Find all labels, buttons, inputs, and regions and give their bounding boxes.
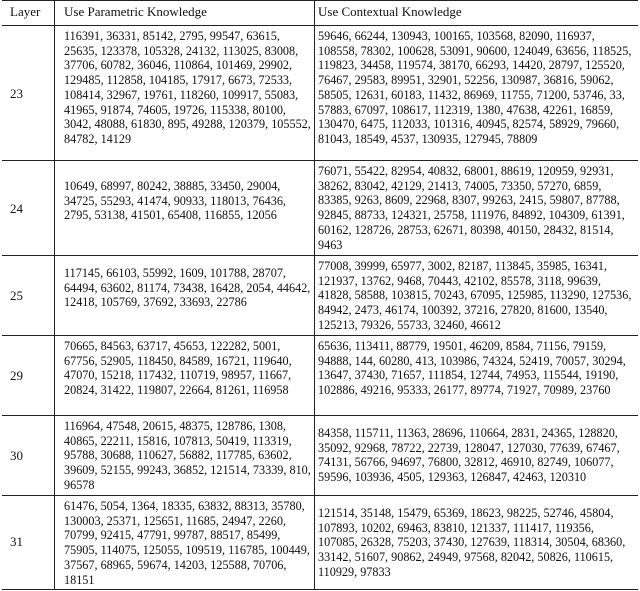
- contextual-neurons: 77008, 39999, 65977, 3002, 82187, 113845, 35985, 16341, 121937, 13762, 9468, 70443, 42102, 85578, 3118, 99639, 41828, 58588, 103815, 70243, 67095, 125985, 113290, 127536, 84942, 2473, 46174, 100392, 37216, 27820, 81600, 13540, 125213, 79326, 55733, 32460, 46612: [318, 259, 632, 332]
- parametric-neurons: 116964, 47548, 20615, 48375, 128786, 1308, 40865, 22211, 15816, 107813, 50419, 113319, 95788, 30688, 110627, 56882, 117785, 63602, 39609, 52155, 99243, 36852, 121514, 73339, 810, 96578: [64, 419, 311, 492]
- contextual-neurons: 65636, 113411, 88779, 19501, 46209, 8584, 71156, 79159, 94888, 144, 60280, 413, 103986, 74324, 52419, 70057, 30294, 13647, 37430, 71657, 111854, 12744, 74953, 115544, 19190, 102886, 49216, 95333, 26177, 89774, 71927, 70989, 23760: [318, 339, 626, 398]
- parametric-neurons: 117145, 66103, 55992, 1609, 101788, 28707, 64494, 63602, 81174, 73438, 16428, 2054, 44642, 12418, 105769, 37692, 33693, 22786: [64, 266, 311, 310]
- contextual-neurons: 59646, 66244, 130943, 100165, 103568, 82090, 116937, 108558, 78302, 100628, 53091, 90600, 124049, 63656, 118525, 119823, 34458, 119574, 38170, 66293, 14420, 28797, 125520, 76467, 29583, 89951, 32901, 52256, 130987, 36816, 59062, 58505, 12631, 60183, 11432, 86969, 11755, 71200, 53746, 33, 57883, 67097, 108617, 112319, 1380, 47638, 42261, 16859, 130470, 6475, 112033, 101316, 40945, 82574, 58929, 79660, 81043, 18549, 4537, 130935, 127945, 78809: [318, 29, 632, 146]
- knowledge-neuron-table: [2, 0, 638, 590]
- header-parametric: Use Parametric Knowledge: [64, 4, 207, 19]
- layer-number: 25: [10, 288, 23, 303]
- header-contextual: Use Contextual Knowledge: [318, 4, 462, 19]
- contextual-neurons: 76071, 55422, 82954, 40832, 68001, 88619, 120959, 92931, 38262, 83042, 42129, 21413, 74005, 73350, 57270, 6859, 83385, 9263, 8609, 22968, 8307, 99263, 2415, 59807, 87788, 92845, 88733, 124321, 25758, 111976, 84892, 104309, 61391, 60162, 128726, 28753, 62671, 80398, 40150, 28432, 81514, 9463: [318, 164, 625, 252]
- table-row: [2, 26, 638, 161]
- layer-number: 24: [10, 201, 23, 216]
- table-row: [2, 161, 638, 256]
- table-row: [2, 256, 638, 336]
- table-row: [2, 496, 638, 590]
- contextual-neurons: 84358, 115711, 11363, 28696, 110664, 2831, 24365, 128820, 35092, 92968, 78722, 22739, 128047, 127030, 77639, 67467, 74131, 56766, 94697, 76800, 32812, 46910, 82749, 106077, 59596, 103936, 4505, 129363, 126847, 42463, 120310: [318, 426, 620, 485]
- contextual-neurons: 121514, 35148, 15479, 65369, 18623, 98225, 52746, 45804, 107893, 10202, 69463, 83810, 121337, 111417, 119356, 107085, 26328, 75203, 37430, 127639, 118314, 30504, 68360, 33142, 51607, 90862, 24949, 97568, 82042, 50826, 110615, 110929, 97833: [318, 506, 626, 579]
- layer-number: 23: [10, 86, 23, 101]
- header-layer: Layer: [10, 4, 41, 19]
- layer-number: 29: [10, 368, 23, 383]
- parametric-neurons: 61476, 5054, 1364, 18335, 63832, 88313, 35780, 130003, 25371, 125651, 11685, 24947, 2260, 70799, 92415, 47791, 99787, 88517, 85499, 75905, 114075, 125055, 109519, 116785, 100449, 37567, 68965, 59674, 14203, 125588, 70706, 18151: [64, 499, 310, 587]
- layer-number: 30: [10, 448, 23, 463]
- layer-number: 31: [10, 534, 23, 549]
- table-row: [2, 336, 638, 416]
- table-header: [2, 0, 638, 26]
- table-row: [2, 416, 638, 496]
- parametric-neurons: 10649, 68997, 80242, 38885, 33450, 29004, 34725, 55293, 41474, 90933, 118013, 76436, 2795, 53138, 41501, 65408, 116855, 12056: [64, 179, 286, 223]
- parametric-neurons: 70665, 84563, 63717, 45653, 122282, 5001, 67756, 52905, 118450, 84589, 16721, 119640, 47070, 15218, 117432, 110719, 98957, 11667, 20824, 31422, 119807, 22664, 81261, 116958: [64, 339, 292, 398]
- parametric-neurons: 116391, 36331, 85142, 2795, 99547, 63615, 25635, 123378, 105328, 24132, 113025, 83008, 37706, 60782, 36046, 110864, 101469, 29902, 129485, 112858, 104185, 17917, 6673, 72533, 108414, 32967, 19761, 118260, 109917, 55083, 41965, 91874, 74605, 19726, 115338, 80100, 3042, 48088, 61830, 895, 49288, 120379, 105552, 84782, 14129: [64, 29, 311, 146]
